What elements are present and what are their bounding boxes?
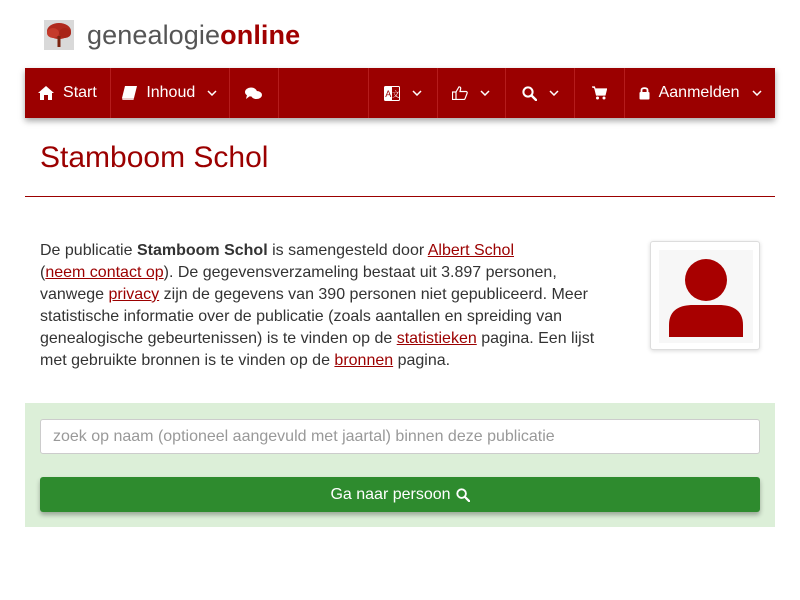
person-search-input[interactable] bbox=[40, 419, 760, 454]
svg-text:文: 文 bbox=[391, 89, 400, 99]
thumbs-up-icon bbox=[452, 86, 468, 100]
svg-text:A: A bbox=[384, 88, 391, 99]
chevron-down-icon bbox=[752, 90, 762, 96]
site-logo[interactable] bbox=[44, 18, 300, 52]
publication-name: Stamboom Schol bbox=[136, 242, 268, 259]
person-search-panel bbox=[25, 403, 775, 527]
comments-icon bbox=[245, 87, 262, 100]
language-icon bbox=[384, 86, 400, 101]
book-icon bbox=[122, 86, 137, 100]
publication-description: De publicatie Stamboom Schol is samengesteld door Albert Schol (neem contact op). De gegevensverzameling bestaat uit 3.897 personen, vanwege privacy zijn de gegevens van 390 personen niet gepubliceerd. Meer statistische informatie over de publicatie (zoals aantallen en spreiding van genealogische gebeurtenissen) is te vinden op de statistieken pagina. Een lijst met gebruikte bronnen is te vinden op de bronnen pagina. bbox=[40, 242, 595, 369]
chevron-down-icon bbox=[207, 90, 217, 96]
page-title: Stamboom Schol bbox=[40, 141, 269, 174]
chevron-down-icon bbox=[549, 90, 559, 96]
title-divider bbox=[25, 196, 775, 197]
chevron-down-icon bbox=[412, 90, 422, 96]
avatar bbox=[659, 250, 753, 343]
sources-link[interactable]: bronnen bbox=[334, 352, 394, 369]
author-avatar-card[interactable] bbox=[650, 241, 760, 350]
nav-forum[interactable] bbox=[230, 68, 279, 118]
nav-start[interactable]: Start bbox=[25, 68, 111, 118]
nav-share[interactable] bbox=[438, 68, 507, 118]
nav-spacer bbox=[279, 68, 369, 118]
nav-login[interactable]: Aanmelden bbox=[625, 68, 775, 118]
author-link[interactable]: Albert Schol bbox=[427, 242, 514, 259]
home-icon bbox=[38, 86, 54, 100]
chevron-down-icon bbox=[480, 90, 490, 96]
lock-icon bbox=[639, 86, 650, 100]
shopping-cart-icon bbox=[592, 86, 607, 100]
nav-shop[interactable] bbox=[575, 68, 625, 118]
search-icon bbox=[522, 86, 537, 101]
main-navbar bbox=[25, 68, 775, 118]
privacy-link[interactable]: privacy bbox=[108, 286, 160, 303]
user-icon bbox=[659, 250, 753, 343]
nav-language[interactable] bbox=[369, 68, 438, 118]
search-icon bbox=[456, 488, 470, 502]
statistics-link[interactable]: statistieken bbox=[396, 330, 477, 347]
tree-logo-icon bbox=[44, 20, 74, 50]
contact-link[interactable]: neem contact op bbox=[45, 264, 164, 281]
nav-search[interactable] bbox=[506, 68, 575, 118]
nav-inhoud[interactable]: Inhoud bbox=[111, 68, 230, 118]
go-to-person-button[interactable]: Ga naar persoon bbox=[40, 477, 760, 512]
site-name: genealogieonline bbox=[87, 20, 301, 50]
